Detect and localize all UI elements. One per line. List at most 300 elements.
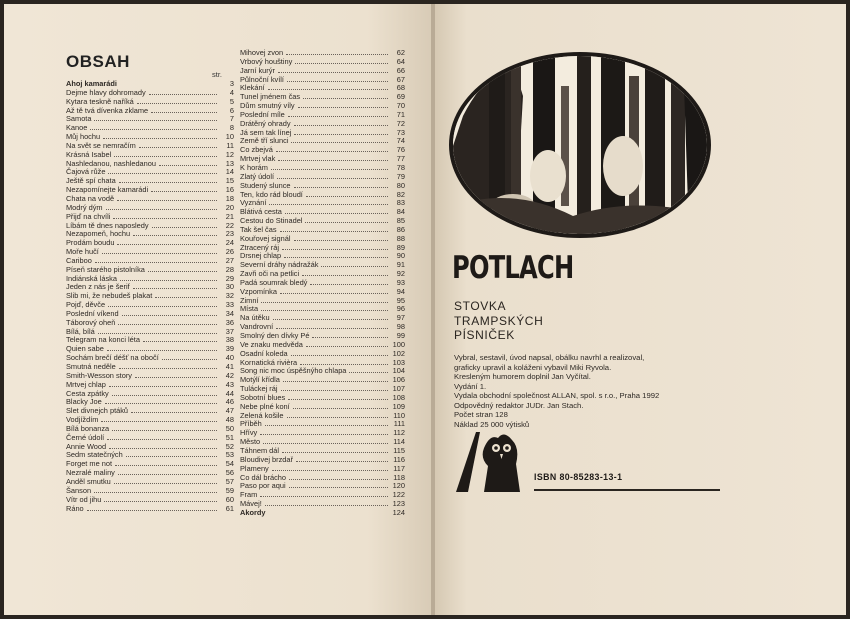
toc-entry-page: 41 xyxy=(225,362,234,371)
toc-entry-page: 60 xyxy=(225,494,234,504)
toc-dot-leader xyxy=(107,439,217,440)
toc-entry-page: 37 xyxy=(225,326,234,336)
toc-dot-leader xyxy=(133,235,217,236)
toc-dot-leader xyxy=(283,381,388,382)
book-subtitle xyxy=(454,299,543,343)
toc-entry-page: 80 xyxy=(396,180,405,190)
toc-entry-page: 50 xyxy=(225,423,234,433)
toc-entry-page: 34 xyxy=(225,308,234,318)
toc-entry-title: Co dál brácho xyxy=(240,472,287,482)
toc-dot-leader xyxy=(114,156,217,157)
toc-dot-leader xyxy=(98,333,217,334)
toc-dot-leader xyxy=(135,377,217,378)
toc-entry-title: Bílá bonanza xyxy=(66,423,110,433)
toc-dot-leader xyxy=(280,293,388,294)
toc-dot-leader xyxy=(108,306,217,307)
contents-heading: OBSAH xyxy=(66,52,130,71)
toc-entry-title: Líbám tě dnes naposledy xyxy=(66,220,149,230)
toc-entry xyxy=(66,505,234,514)
toc-entry-title: Příběh xyxy=(240,419,262,429)
toc-dot-leader xyxy=(151,112,217,113)
toc-entry-page: 3 xyxy=(229,79,234,88)
toc-entry-title: Vítr od jihu xyxy=(66,494,102,504)
toc-entry-page: 54 xyxy=(225,459,234,469)
toc-entry-page: 32 xyxy=(225,291,234,301)
toc-entry-page: 124 xyxy=(392,507,405,517)
credits-block xyxy=(454,353,659,429)
toc-dot-leader xyxy=(271,169,388,170)
toc-entry-page: 76 xyxy=(396,145,405,155)
contents-column-right xyxy=(240,49,405,518)
toc-dot-leader xyxy=(321,266,388,267)
toc-dot-leader xyxy=(114,483,217,484)
toc-entry-page: 39 xyxy=(225,344,234,354)
toc-entry-title: Jarní kurýr xyxy=(240,65,275,75)
toc-dot-leader xyxy=(310,284,388,285)
toc-entry-title: Bloudivej brzdař xyxy=(240,454,293,464)
toc-entry-page: 99 xyxy=(396,331,405,340)
toc-entry-page: 88 xyxy=(396,233,405,243)
toc-entry xyxy=(240,288,405,297)
toc-entry-title: Nashledanou, nashledanou xyxy=(66,158,156,168)
toc-entry-page: 92 xyxy=(396,269,405,279)
toc-entry-title: Můj hochu xyxy=(66,132,101,142)
credits-line: Počet stran 128 xyxy=(454,410,508,419)
toc-entry-page: 7 xyxy=(229,114,234,124)
toc-entry-title: Severní dráhy nádražák xyxy=(240,260,319,270)
toc-dot-leader xyxy=(118,324,217,325)
toc-entry-title: Tuláckej ráj xyxy=(240,384,278,394)
toc-dot-leader xyxy=(285,213,388,214)
toc-entry-page: 115 xyxy=(393,445,405,455)
toc-dot-leader xyxy=(106,209,217,210)
toc-entry-title: Fram xyxy=(240,490,258,500)
page-column-label: str. xyxy=(212,70,223,79)
toc-entry-page: 33 xyxy=(225,300,234,310)
toc-entry-title: Na útěku xyxy=(240,313,270,323)
toc-entry-page: 74 xyxy=(396,136,405,146)
toc-dot-leader xyxy=(162,359,217,360)
toc-dot-leader xyxy=(117,200,217,201)
toc-entry-title: Chata na vodě xyxy=(66,193,115,203)
contents-column-left xyxy=(66,80,234,513)
toc-entry-page: 28 xyxy=(225,264,234,274)
toc-entry-page: 18 xyxy=(225,193,234,203)
toc-entry-page: 24 xyxy=(225,238,234,248)
toc-entry-title: Indiánská láska xyxy=(66,273,117,283)
toc-dot-leader xyxy=(280,231,388,232)
toc-dot-leader xyxy=(293,408,388,409)
toc-entry-page: 95 xyxy=(396,295,405,305)
toc-entry-page: 8 xyxy=(229,123,234,133)
toc-entry-title: Krásná Isabel xyxy=(66,149,112,159)
toc-entry-title: Město xyxy=(240,437,261,447)
toc-entry xyxy=(240,297,405,306)
toc-entry-page: 73 xyxy=(396,127,405,137)
toc-dot-leader xyxy=(151,191,217,192)
toc-entry xyxy=(240,420,405,429)
toc-entry-title: Kouřovej signál xyxy=(240,233,291,243)
toc-entry-title: Drsnej chlap xyxy=(240,251,282,261)
toc-entry-page: 61 xyxy=(225,503,234,513)
toc-dot-leader xyxy=(149,94,217,95)
toc-entry-title: Motýlí křídla xyxy=(240,375,280,385)
toc-entry-page: 78 xyxy=(396,162,405,172)
toc-entry-page: 53 xyxy=(225,450,234,460)
toc-dot-leader xyxy=(303,98,388,99)
toc-dot-leader xyxy=(126,456,217,457)
toc-entry-page: 57 xyxy=(225,476,234,486)
toc-entry-title: Prodám boudu xyxy=(66,238,115,248)
toc-entry-title: Tunel jménem čas xyxy=(240,92,301,102)
toc-dot-leader xyxy=(137,103,217,104)
toc-entry-page: 96 xyxy=(396,304,405,314)
toc-entry-page: 109 xyxy=(392,401,405,411)
toc-entry-page: 42 xyxy=(225,370,234,380)
toc-entry-page: 5 xyxy=(229,96,234,106)
toc-entry-title: Vzpomínka xyxy=(240,286,277,296)
toc-dot-leader xyxy=(115,465,217,466)
toc-dot-leader xyxy=(306,196,388,197)
forest-silhouette-icon xyxy=(453,56,707,234)
toc-entry-title: Padá soumrak bledý xyxy=(240,277,308,287)
toc-dot-leader xyxy=(133,288,217,289)
toc-entry-title: Nebe plné koní xyxy=(240,401,290,411)
toc-entry-title: Mrtvej chlap xyxy=(66,379,106,389)
toc-dot-leader xyxy=(295,63,388,64)
toc-entry-page: 82 xyxy=(396,189,405,199)
allan-owl-logo-icon xyxy=(450,428,530,494)
toc-dot-leader xyxy=(103,138,217,139)
toc-entry-title: Blacky Joe xyxy=(66,397,102,407)
toc-entry xyxy=(66,107,234,116)
toc-entry-title: Studený slunce xyxy=(240,180,291,190)
toc-entry-title: Klekání xyxy=(240,83,265,93)
toc-entry-page: 23 xyxy=(225,229,234,239)
toc-entry-page: 21 xyxy=(225,211,234,221)
toc-dot-leader xyxy=(300,364,388,365)
toc-dot-leader xyxy=(113,218,217,219)
toc-entry xyxy=(66,496,234,505)
toc-entry-title: Vandrovní xyxy=(240,322,274,332)
toc-entry-title: Telegram na konci léta xyxy=(66,335,140,345)
toc-entry-title: Vyznání xyxy=(240,198,267,208)
toc-dot-leader xyxy=(291,142,388,143)
toc-entry-page: 11 xyxy=(226,140,234,150)
toc-dot-leader xyxy=(278,72,388,73)
toc-dot-leader xyxy=(278,160,388,161)
toc-dot-leader xyxy=(131,412,217,413)
toc-entry xyxy=(240,509,405,518)
toc-dot-leader xyxy=(102,253,217,254)
toc-entry-page: 111 xyxy=(393,419,405,429)
toc-dot-leader xyxy=(109,386,217,387)
toc-entry-title: Modrý dým xyxy=(66,202,103,212)
toc-entry-page: 108 xyxy=(392,392,405,402)
toc-entry-title: Anděl smutku xyxy=(66,476,111,486)
toc-dot-leader xyxy=(152,227,217,228)
toc-entry-page: 20 xyxy=(225,202,234,212)
toc-entry-title: Smolný den dívky Pé xyxy=(240,331,310,340)
toc-entry-title: Ztracený ráj xyxy=(240,242,280,252)
toc-dot-leader xyxy=(265,505,388,506)
toc-entry-page: 44 xyxy=(225,388,234,398)
toc-entry-title: Sedm statečných xyxy=(66,450,123,460)
toc-entry-title: Černé údolí xyxy=(66,432,105,442)
toc-dot-leader xyxy=(276,328,388,329)
toc-entry-title: Slet divnejch ptáků xyxy=(66,406,129,416)
toc-dot-leader xyxy=(119,368,217,369)
toc-entry-title: Kytara teskně naříká xyxy=(66,96,134,106)
toc-dot-leader xyxy=(117,244,217,245)
toc-entry-title: Forget me not xyxy=(66,459,113,469)
toc-entry-title: Slib mi, že nebudeš plakat xyxy=(66,291,153,301)
toc-entry-title: Cariboo xyxy=(66,255,92,265)
toc-entry-page: 110 xyxy=(393,410,405,420)
toc-dot-leader xyxy=(296,461,388,462)
toc-dot-leader xyxy=(312,337,388,338)
toc-entry-page: 56 xyxy=(225,468,234,478)
toc-dot-leader xyxy=(265,425,388,426)
toc-entry-title: Pojď, děvče xyxy=(66,300,106,310)
toc-dot-leader xyxy=(122,315,217,316)
toc-entry-page: 64 xyxy=(396,56,405,66)
toc-entry-title: Smutná neděle xyxy=(66,362,116,371)
toc-entry-title: Místa xyxy=(240,304,259,314)
toc-entry-title: Až tě tvá dívenka zklame xyxy=(66,105,149,115)
toc-dot-leader xyxy=(120,280,217,281)
toc-dot-leader xyxy=(118,474,217,475)
toc-entry-page: 46 xyxy=(225,397,234,407)
toc-dot-leader xyxy=(101,421,217,422)
toc-dot-leader xyxy=(288,399,388,400)
book-title: POTLACH xyxy=(452,250,574,286)
toc-entry-page: 94 xyxy=(396,286,405,296)
toc-dot-leader xyxy=(269,204,388,205)
toc-entry-page: 15 xyxy=(225,176,234,186)
toc-entry-page: 84 xyxy=(396,207,405,217)
cover-illustration xyxy=(449,52,711,238)
toc-entry-title: Poslední víkend xyxy=(66,308,119,318)
toc-entry-page: 68 xyxy=(396,83,405,93)
toc-entry-page: 122 xyxy=(392,490,405,500)
toc-entry-page: 116 xyxy=(393,454,405,464)
toc-entry-page: 117 xyxy=(393,463,405,473)
toc-entry-page: 100 xyxy=(392,339,405,349)
toc-entry-title: Mávej! xyxy=(240,499,262,509)
toc-entry-title: Já sem tak línej xyxy=(240,127,292,137)
toc-entry-page: 48 xyxy=(225,415,234,425)
credits-line: graficky upravil a koláženi vybavil Miki Ryvola. xyxy=(454,362,612,372)
toc-entry-page: 47 xyxy=(225,406,234,416)
toc-dot-leader xyxy=(281,390,388,391)
toc-entry-title: Půlnoční kvílí xyxy=(240,74,284,84)
toc-entry-title: Smith-Wesson story xyxy=(66,370,132,380)
toc-entry xyxy=(240,491,405,500)
toc-dot-leader xyxy=(268,514,388,515)
toc-dot-leader xyxy=(155,297,217,298)
toc-dot-leader xyxy=(289,487,388,488)
toc-entry-title: Nezapomínejte kamarádi xyxy=(66,185,149,195)
toc-entry xyxy=(240,482,405,491)
toc-entry-title: Zimní xyxy=(240,295,259,305)
toc-entry-title: Co zbejvá xyxy=(240,145,273,155)
toc-entry-page: 29 xyxy=(225,273,234,283)
toc-entry-page: 102 xyxy=(392,348,405,358)
toc-entry-title: Samota xyxy=(66,114,92,124)
toc-dot-leader xyxy=(291,355,388,356)
toc-entry-title: Dům smutný víly xyxy=(240,101,295,111)
toc-entry-title: Plameny xyxy=(240,463,269,473)
toc-dot-leader xyxy=(94,120,217,121)
toc-entry-title: Ráno xyxy=(66,503,84,513)
credits-line: Vybral, sestavil, úvod napsal, obálku navrhl a realizoval, xyxy=(454,353,645,362)
toc-dot-leader xyxy=(282,249,388,250)
toc-entry xyxy=(240,412,405,421)
toc-entry-page: 98 xyxy=(396,322,405,332)
toc-entry-page: 118 xyxy=(393,472,405,482)
toc-entry-page: 123 xyxy=(392,499,405,509)
toc-entry-title: Blátivá cesta xyxy=(240,207,282,217)
toc-dot-leader xyxy=(306,346,388,347)
toc-entry-title: Zelená košile xyxy=(240,410,284,420)
toc-dot-leader xyxy=(109,448,217,449)
toc-entry-title: Song nic moc úspěšnýho chlapa xyxy=(240,366,347,376)
toc-dot-leader xyxy=(294,125,388,126)
toc-entry-title: Šanson xyxy=(66,485,92,495)
toc-entry-title: Cesta zpátky xyxy=(66,388,109,398)
toc-dot-leader xyxy=(287,417,388,418)
toc-dot-leader xyxy=(107,350,217,351)
toc-dot-leader xyxy=(87,510,217,511)
toc-dot-leader xyxy=(305,222,388,223)
toc-entry-title: Bílá, bílá xyxy=(66,326,95,336)
toc-dot-leader xyxy=(294,134,388,135)
toc-entry-page: 13 xyxy=(225,158,234,168)
subtitle-line: STOVKA xyxy=(454,299,507,313)
toc-entry-title: Mihovej zvon xyxy=(240,48,284,57)
toc-entry-page: 70 xyxy=(396,101,405,111)
toc-dot-leader xyxy=(108,173,217,174)
toc-entry-page: 106 xyxy=(392,375,405,385)
toc-entry-title: Drátěný ohrady xyxy=(240,118,291,128)
toc-entry-page: 107 xyxy=(392,384,405,394)
toc-entry-title: Tak šel čas xyxy=(240,224,277,234)
toc-entry-page: 27 xyxy=(225,255,234,265)
credits-line: Kresleným humorem doplnil Jan Vyčítal. xyxy=(454,372,591,381)
toc-dot-leader xyxy=(112,395,217,396)
subtitle-line: PÍSNIČEK xyxy=(454,328,515,342)
toc-entry-title: Zavři oči na petlici xyxy=(240,269,300,279)
toc-entry-page: 71 xyxy=(396,109,405,119)
toc-dot-leader xyxy=(260,496,388,497)
credits-line: Odpovědný redaktor JUDr. Jan Stach. xyxy=(454,400,584,410)
toc-entry-page: 67 xyxy=(396,74,405,84)
toc-dot-leader xyxy=(112,430,217,431)
toc-entry-title: Táhnem dál xyxy=(240,445,280,455)
toc-entry-page: 104 xyxy=(392,366,405,376)
toc-entry-title: Vodjíždím xyxy=(66,415,99,425)
toc-entry-title: Kanoe xyxy=(66,123,88,133)
toc-entry-page: 91 xyxy=(396,260,405,270)
toc-dot-leader xyxy=(148,271,217,272)
toc-entry-title: Vrbový houštiny xyxy=(240,56,293,66)
toc-dot-leader xyxy=(287,81,388,82)
toc-entry-title: Zlatý údolí xyxy=(240,171,275,181)
toc-dot-leader xyxy=(286,54,388,55)
toc-entry-title: Quien sabe xyxy=(66,344,104,354)
toc-dot-leader xyxy=(261,302,388,303)
toc-entry-title: Cestou do Stinadel xyxy=(240,216,303,226)
toc-entry-title: Ahoj kamarádi xyxy=(66,79,117,88)
credits-line: Vydala obchodní společnost ALLAN, spol. s r.o., Praha 1992 xyxy=(454,391,660,400)
credits-line: Náklad 25 000 výtisků xyxy=(454,419,530,429)
toc-entry-page: 69 xyxy=(396,92,405,102)
toc-entry-title: Dejme hlavy dohromady xyxy=(66,87,146,97)
toc-entry-page: 103 xyxy=(392,357,405,367)
isbn-number: ISBN 80-85283-13-1 xyxy=(534,472,623,482)
toc-entry-page: 43 xyxy=(225,379,234,389)
toc-entry-title: K horám xyxy=(240,162,268,172)
toc-entry-page: 85 xyxy=(396,216,405,226)
toc-dot-leader xyxy=(90,129,217,130)
toc-entry-page: 14 xyxy=(225,167,234,177)
toc-entry-title: Moře hučí xyxy=(66,247,99,257)
toc-dot-leader xyxy=(263,443,388,444)
toc-dot-leader xyxy=(277,178,388,179)
toc-entry-page: 72 xyxy=(396,118,405,128)
toc-entry-page: 83 xyxy=(396,198,405,208)
toc-entry-title: Akordy xyxy=(240,507,266,517)
toc-entry-page: 120 xyxy=(392,481,405,491)
toc-dot-leader xyxy=(272,470,388,471)
toc-entry-page: 52 xyxy=(225,441,234,451)
toc-entry-page: 36 xyxy=(225,317,234,327)
toc-entry-page: 59 xyxy=(225,485,234,495)
toc-entry-page: 22 xyxy=(225,220,234,230)
toc-entry-title: Ve znaku medvěda xyxy=(240,339,303,349)
toc-entry-title: Nezapomeň, hochu xyxy=(66,229,131,239)
toc-dot-leader xyxy=(288,116,388,117)
toc-entry-page: 38 xyxy=(225,335,234,345)
toc-dot-leader xyxy=(284,257,388,258)
toc-dot-leader xyxy=(139,147,217,148)
toc-entry-page: 79 xyxy=(396,171,405,181)
toc-entry-title: Annie Wood xyxy=(66,441,107,451)
toc-entry-title: Země tří slunci xyxy=(240,136,289,146)
toc-entry-page: 26 xyxy=(225,247,234,257)
toc-entry-page: 77 xyxy=(396,154,405,164)
toc-entry-title: Táborový oheň xyxy=(66,317,116,327)
toc-dot-leader xyxy=(273,319,388,320)
toc-entry-page: 10 xyxy=(225,132,234,142)
toc-dot-leader xyxy=(119,182,217,183)
toc-dot-leader xyxy=(302,275,388,276)
toc-entry-page: 51 xyxy=(225,432,234,442)
toc-entry-page: 93 xyxy=(396,277,405,287)
toc-entry-page: 40 xyxy=(225,353,234,363)
toc-dot-leader xyxy=(105,403,217,404)
toc-dot-leader xyxy=(159,165,217,166)
toc-entry-title: Osadní koleda xyxy=(240,348,288,358)
toc-entry-title: Ten, kdo rád bloudí xyxy=(240,189,303,199)
isbn-rule xyxy=(534,489,720,491)
toc-entry-title: Na svět se nemračím xyxy=(66,140,136,150)
toc-dot-leader xyxy=(289,479,388,480)
toc-entry-title: Sochám brečí déšť na obočí xyxy=(66,353,159,363)
toc-entry-title: Paso por aqui xyxy=(240,481,286,491)
toc-entry-page: 12 xyxy=(225,149,234,159)
